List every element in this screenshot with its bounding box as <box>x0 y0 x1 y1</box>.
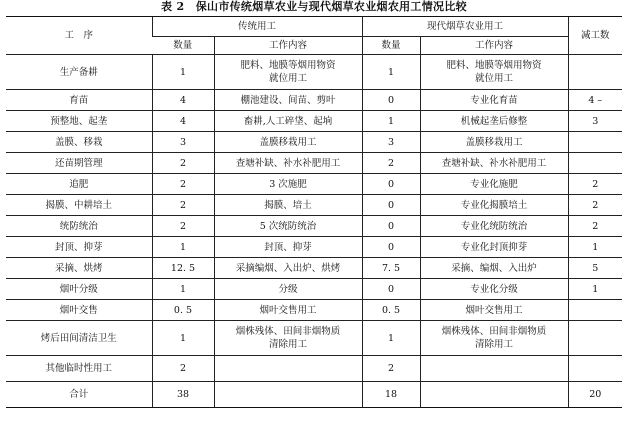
table-row <box>6 258 622 279</box>
table-row <box>6 237 622 258</box>
reduction-cell <box>568 356 622 382</box>
reduction-cell: 20 <box>568 382 622 408</box>
modern-content-cell: 盖膜移栽用工 <box>420 132 568 153</box>
traditional-content-cell: 分级 <box>214 279 362 300</box>
traditional-content-cell <box>214 356 362 382</box>
process-cell: 采摘、烘烤 <box>6 258 152 279</box>
header-modern: 现代烟草农业用工 <box>362 17 568 37</box>
header-process: 工 序 <box>6 17 152 55</box>
reduction-cell <box>568 321 622 356</box>
table-body <box>6 55 622 408</box>
table-row <box>6 55 622 90</box>
modern-content-cell: 专业化统防统治 <box>420 216 568 237</box>
modern-content-cell: 烟株残体、田间非烟物质 清除用工 <box>420 321 568 356</box>
process-cell: 烟叶分级 <box>6 279 152 300</box>
traditional-qty-cell: 2 <box>152 153 214 174</box>
traditional-content-cell: 采摘编烟、入出炉、烘烤 <box>214 258 362 279</box>
header-reduction: 减工数 <box>568 17 622 55</box>
traditional-qty-cell: 2 <box>152 216 214 237</box>
process-cell: 预整地、起垄 <box>6 111 152 132</box>
reduction-cell: 2 <box>568 216 622 237</box>
modern-qty-cell: 1 <box>362 55 420 90</box>
modern-content-cell: 专业化施肥 <box>420 174 568 195</box>
modern-content-cell: 肥料、地膜等烟用物资 就位用工 <box>420 55 568 90</box>
traditional-qty-cell: 4 <box>152 90 214 111</box>
traditional-qty-cell: 1 <box>152 321 214 356</box>
reduction-cell: 3 <box>568 111 622 132</box>
modern-content-cell: 专业化揭膜培土 <box>420 195 568 216</box>
reduction-cell <box>568 55 622 90</box>
traditional-qty-cell: 12. 5 <box>152 258 214 279</box>
table-caption: 表 2 保山市传统烟草农业与现代烟草农业烟农用工情况比较 <box>161 0 467 13</box>
modern-qty-cell: 0 <box>362 174 420 195</box>
traditional-content-cell: 盖膜移栽用工 <box>214 132 362 153</box>
process-cell: 还苗期管理 <box>6 153 152 174</box>
reduction-cell <box>568 132 622 153</box>
traditional-content-cell <box>214 382 362 408</box>
process-cell: 烟叶交售 <box>6 300 152 321</box>
header-traditional: 传统用工 <box>152 17 362 37</box>
reduction-cell <box>568 153 622 174</box>
reduction-cell: 1 <box>568 279 622 300</box>
traditional-content-cell: 揭膜、培土 <box>214 195 362 216</box>
reduction-cell: 1 <box>568 237 622 258</box>
modern-qty-cell: 7. 5 <box>362 258 420 279</box>
reduction-cell: 2 <box>568 195 622 216</box>
process-cell: 生产备耕 <box>6 55 152 90</box>
table-row <box>6 300 622 321</box>
process-cell: 育苗 <box>6 90 152 111</box>
traditional-qty-cell: 38 <box>152 382 214 408</box>
process-cell: 烤后田间清洁卫生 <box>6 321 152 356</box>
modern-qty-cell: 0 <box>362 279 420 300</box>
reduction-cell: 4 – <box>568 90 622 111</box>
table-row <box>6 195 622 216</box>
traditional-qty-cell: 2 <box>152 356 214 382</box>
traditional-content-cell: 封顶、抑芽 <box>214 237 362 258</box>
traditional-qty-cell: 1 <box>152 55 214 90</box>
reduction-cell <box>568 300 622 321</box>
modern-content-cell <box>420 356 568 382</box>
modern-content-cell: 专业化封顶抑芽 <box>420 237 568 258</box>
traditional-qty-cell: 2 <box>152 195 214 216</box>
reduction-cell: 2 <box>568 174 622 195</box>
traditional-content-cell: 查塘补缺、补水补肥用工 <box>214 153 362 174</box>
traditional-qty-cell: 1 <box>152 237 214 258</box>
labor-comparison-table <box>6 16 622 408</box>
modern-qty-cell: 1 <box>362 321 420 356</box>
traditional-content-cell: 棚池建设、间苗、剪叶 <box>214 90 362 111</box>
traditional-content-cell: 5 次统防统治 <box>214 216 362 237</box>
modern-content-cell: 专业化分级 <box>420 279 568 300</box>
traditional-qty-cell: 2 <box>152 174 214 195</box>
table-row <box>6 174 622 195</box>
table-row <box>6 132 622 153</box>
process-cell: 合计 <box>6 382 152 408</box>
modern-qty-cell: 0 <box>362 195 420 216</box>
table-row <box>6 279 622 300</box>
process-cell: 其他临时性用工 <box>6 356 152 382</box>
traditional-qty-cell: 1 <box>152 279 214 300</box>
process-cell: 统防统治 <box>6 216 152 237</box>
modern-content-cell: 查塘补缺、补水补肥用工 <box>420 153 568 174</box>
modern-qty-cell: 0 <box>362 237 420 258</box>
process-cell: 揭膜、中耕培土 <box>6 195 152 216</box>
table-row <box>6 321 622 356</box>
traditional-content-cell: 肥料、地膜等烟用物资 就位用工 <box>214 55 362 90</box>
traditional-content-cell: 畜耕,人工碎垡、起垧 <box>214 111 362 132</box>
header-traditional-content: 工作内容 <box>214 37 362 55</box>
modern-qty-cell: 2 <box>362 153 420 174</box>
table-row <box>6 111 622 132</box>
traditional-content-cell: 烟叶交售用工 <box>214 300 362 321</box>
table-row <box>6 356 622 382</box>
modern-content-cell <box>420 382 568 408</box>
modern-qty-cell: 18 <box>362 382 420 408</box>
modern-qty-cell: 1 <box>362 111 420 132</box>
process-cell: 封顶、抑芽 <box>6 237 152 258</box>
modern-qty-cell: 0. 5 <box>362 300 420 321</box>
header-modern-qty: 数量 <box>362 37 420 55</box>
reduction-cell: 5 <box>568 258 622 279</box>
traditional-qty-cell: 3 <box>152 132 214 153</box>
traditional-content-cell: 烟株残体、田间非烟物质 清除用工 <box>214 321 362 356</box>
table-row <box>6 90 622 111</box>
process-cell: 追肥 <box>6 174 152 195</box>
modern-content-cell: 专业化育苗 <box>420 90 568 111</box>
traditional-qty-cell: 0. 5 <box>152 300 214 321</box>
traditional-content-cell: 3 次施肥 <box>214 174 362 195</box>
table-row <box>6 153 622 174</box>
header-traditional-qty: 数量 <box>152 37 214 55</box>
traditional-qty-cell: 4 <box>152 111 214 132</box>
header-modern-content: 工作内容 <box>420 37 568 55</box>
modern-content-cell: 机械起垄后修整 <box>420 111 568 132</box>
modern-content-cell: 采摘、编烟、入出炉 <box>420 258 568 279</box>
modern-qty-cell: 0 <box>362 90 420 111</box>
table-row <box>6 382 622 408</box>
table-row <box>6 216 622 237</box>
modern-content-cell: 烟叶交售用工 <box>420 300 568 321</box>
modern-qty-cell: 2 <box>362 356 420 382</box>
modern-qty-cell: 0 <box>362 216 420 237</box>
process-cell: 盖膜、移栽 <box>6 132 152 153</box>
modern-qty-cell: 3 <box>362 132 420 153</box>
